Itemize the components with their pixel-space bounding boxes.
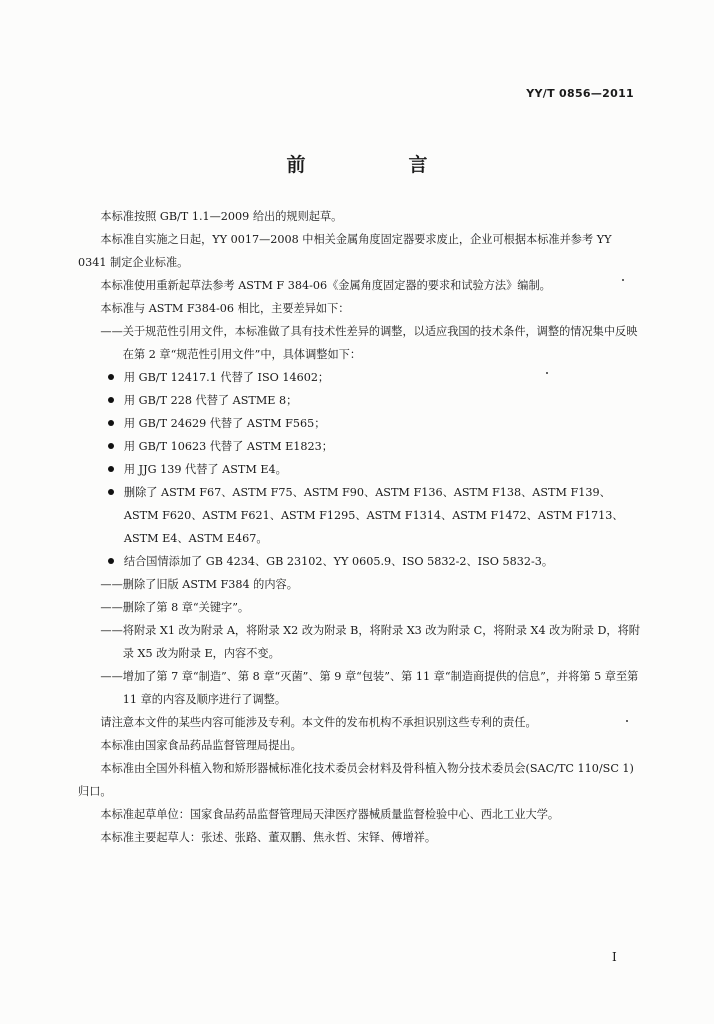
bullet-text: 用 GB/T 228 代替了 ASTME 8； <box>123 394 298 407</box>
dash-item: ——关于规范性引用文件，本标准做了具有技术性差异的调整，以适应我国的技术条件，调整的情况集中反映在第 2 章“规范性引用文件”中，具体调整如下： <box>100 325 638 361</box>
paragraph: 本标准与 ASTM F384-06 相比，主要差异如下： <box>100 302 350 315</box>
scan-speck <box>622 279 624 281</box>
bullet-icon <box>108 466 114 472</box>
paragraph: 本标准由国家食品药品监督管理局提出。 <box>100 739 302 752</box>
dash-item: ——将附录 X1 改为附录 A，将附录 X2 改为附录 B，将附录 X3 改为附录 C，将附录 X4 改为附录 D，将附录 X5 改为附录 E，内容不变。 <box>100 624 640 660</box>
dash-item: ——增加了第 7 章“制造”、第 8 章“灭菌”、第 9 章“包装”、第 11 章“制造商提供的信息”，并将第 5 章至第 11 章的内容及顺序进行了调整。 <box>100 670 639 706</box>
page-number: I <box>612 950 617 964</box>
bullet-item <box>102 389 640 412</box>
bullet-text: 用 GB/T 24629 代替了 ASTM F565； <box>123 417 326 430</box>
bullet-icon <box>108 558 114 564</box>
bullet-text: 用 GB/T 10623 代替了 ASTM E1823； <box>123 440 333 453</box>
paragraph: 本标准主要起草人：张述、张路、董双鹏、焦永哲、宋铎、傅增祥。 <box>100 831 437 844</box>
page-title: 前 言 <box>286 154 470 176</box>
bullet-icon <box>108 420 114 426</box>
bullet-item <box>102 550 640 573</box>
bullet-text: 用 GB/T 12417.1 代替了 ISO 14602； <box>123 371 330 384</box>
bullet-item <box>102 458 640 481</box>
paragraph: 本标准起草单位：国家食品药品监督管理局天津医疗器械质量监督检验中心、西北工业大学。 <box>100 808 560 821</box>
bullet-icon <box>108 374 114 380</box>
bullet-icon <box>108 489 114 495</box>
bullet-text: 结合国情添加了 GB 4234、GB 23102、YY 0605.9、ISO 5832-2、ISO 5832-3。 <box>123 555 554 568</box>
standard-number: YY/T 0856—2011 <box>526 87 634 100</box>
bullet-item <box>102 481 640 550</box>
bullet-icon <box>108 443 114 449</box>
dash-item: ——删除了旧版 ASTM F384 的内容。 <box>100 578 298 591</box>
bullet-text: 删除了 ASTM F67、ASTM F75、ASTM F90、ASTM F136、ASTM F138、ASTM F139、ASTM F620、ASTM F621、ASTM F1295、ASTM F1314、ASTM F1472、ASTM F1713、ASTM E4、ASTM E467。 <box>123 486 624 545</box>
dash-item: ——删除了第 8 章“关键字”。 <box>100 601 250 614</box>
bullet-item <box>102 412 640 435</box>
scan-speck <box>626 720 628 722</box>
paragraph: 本标准按照 GB/T 1.1—2009 给出的规则起草。 <box>100 210 343 223</box>
bullet-icon <box>108 397 114 403</box>
document-body <box>78 205 640 849</box>
scan-speck <box>546 372 548 374</box>
bullet-text: 用 JJG 139 代替了 ASTM E4。 <box>123 463 287 476</box>
bullet-item <box>102 366 640 389</box>
paragraph: 本标准由全国外科植入物和矫形器械标准化技术委员会材料及骨科植入物分技术委员会(SAC/TC 110/SC 1)归口。 <box>78 762 634 798</box>
paragraph: 本标准使用重新起草法参考 ASTM F 384-06《金属角度固定器的要求和试验方法》编制。 <box>100 279 551 292</box>
bullet-item <box>102 435 640 458</box>
paragraph: 请注意本文件的某些内容可能涉及专利。本文件的发布机构不承担识别这些专利的责任。 <box>100 716 537 729</box>
paragraph: 本标准自实施之日起，YY 0017—2008 中相关金属角度固定器要求废止，企业可根据本标准并参考 YY 0341 制定企业标准。 <box>78 233 612 269</box>
